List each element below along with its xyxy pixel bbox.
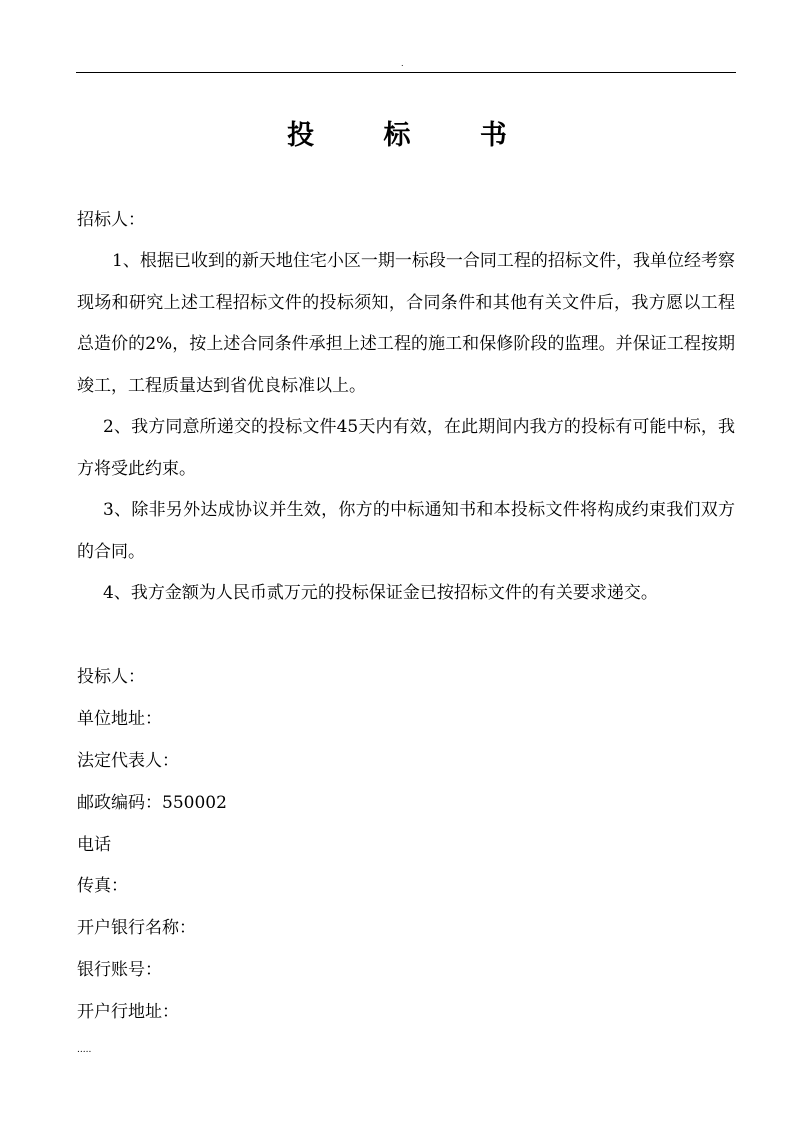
- footer-mark: .....: [77, 1045, 92, 1055]
- document-title: 投 标 书: [287, 120, 537, 151]
- addressee-label: 招标人：: [77, 210, 145, 230]
- header-mark: .: [401, 59, 404, 68]
- bank-name-label: 开户银行名称：: [77, 918, 196, 938]
- paragraph-4: 4、我方金额为人民币贰万元的投标保证金已按招标文件的有关要求递交。: [103, 583, 658, 603]
- fax-label: 传真：: [77, 876, 128, 896]
- legal-rep-label: 法定代表人：: [77, 751, 179, 771]
- postcode-label: 邮政编码：550002: [77, 793, 227, 813]
- paragraph-2: 2、我方同意所递交的投标文件45天内有效，在此期间内我方的投标有可能中标，我方将受此约束。: [77, 417, 735, 479]
- bank-address-label: 开户行地址：: [77, 1002, 179, 1022]
- paragraph-3: 3、除非另外达成协议并生效，你方的中标通知书和本投标文件将构成约束我们双方的合同。: [77, 500, 735, 562]
- bidder-label: 投标人：: [77, 667, 145, 687]
- bank-account-label: 银行账号：: [77, 960, 162, 980]
- address-label: 单位地址：: [77, 709, 162, 729]
- paragraph-1: 1、根据已收到的新天地住宅小区一期一标段一合同工程的招标文件，我单位经考察现场和研究上述工程招标文件的投标须知，合同条件和其他有关文件后，我方愿以工程总造价的2%，按上述合同条件承担上述工程的施工和保修阶段的监理。并保证工程按期竣工，工程质量达到省优良标准以上。: [77, 251, 735, 397]
- header-rule: [76, 72, 736, 73]
- phone-label: 电话: [77, 835, 111, 855]
